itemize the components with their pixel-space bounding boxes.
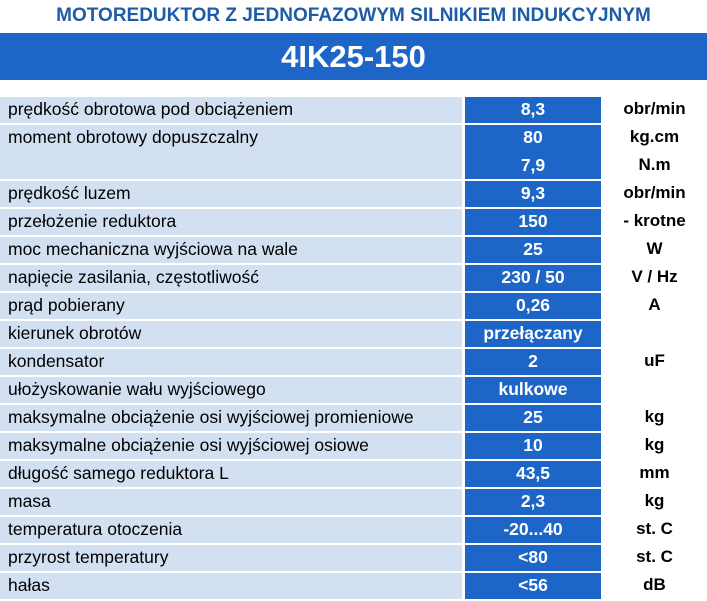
spec-label: długość samego reduktora L	[0, 459, 464, 487]
page-title: MOTOREDUKTOR Z JEDNOFAZOWYM SILNIKIEM INDUKCYJNYM	[0, 0, 707, 30]
column-divider	[462, 179, 465, 207]
spec-value: 25	[464, 235, 602, 263]
spec-value: 2	[464, 347, 602, 375]
spec-unit: st. C	[602, 515, 707, 543]
spec-label: przełożenie reduktora	[0, 207, 464, 235]
spec-label: napięcie zasilania, częstotliwość	[0, 263, 464, 291]
column-divider	[601, 179, 604, 207]
column-divider	[601, 459, 604, 487]
column-divider	[601, 291, 604, 319]
spec-row	[0, 571, 707, 599]
spec-row	[0, 403, 707, 431]
spec-value: 43,5	[464, 459, 602, 487]
column-divider	[462, 123, 465, 179]
column-divider	[601, 95, 604, 123]
column-divider	[601, 235, 604, 263]
column-divider	[462, 95, 465, 123]
spec-row	[0, 235, 707, 263]
spec-row	[0, 319, 707, 347]
column-divider	[601, 543, 604, 571]
column-divider	[601, 319, 604, 347]
spec-unit: kg	[602, 431, 707, 459]
spec-unit	[602, 375, 707, 403]
spec-row	[0, 263, 707, 291]
spec-label: masa	[0, 487, 464, 515]
spec-row	[0, 95, 707, 123]
column-divider	[462, 319, 465, 347]
spec-value: 150	[464, 207, 602, 235]
spec-value: 230 / 50	[464, 263, 602, 291]
spec-label: kierunek obrotów	[0, 319, 464, 347]
spec-row	[0, 515, 707, 543]
spec-row	[0, 459, 707, 487]
column-divider	[601, 347, 604, 375]
column-divider	[462, 291, 465, 319]
spec-label: temperatura otoczenia	[0, 515, 464, 543]
column-divider	[462, 487, 465, 515]
spec-unit: obr/min	[602, 95, 707, 123]
spec-unit: mm	[602, 459, 707, 487]
spec-unit: dB	[602, 571, 707, 599]
spec-unit: kg.cm	[602, 123, 707, 151]
spec-label: przyrost temperatury	[0, 543, 464, 571]
spec-row	[0, 123, 707, 179]
spec-value: <80	[464, 543, 602, 571]
spec-unit: A	[602, 291, 707, 319]
spec-value: 9,3	[464, 179, 602, 207]
spec-label: prędkość obrotowa pod obciążeniem	[0, 95, 464, 123]
spec-value-secondary: 7,9	[464, 151, 602, 179]
column-divider	[601, 571, 604, 599]
column-divider	[462, 459, 465, 487]
spec-label: ułożyskowanie wału wyjściowego	[0, 375, 464, 403]
spec-unit: uF	[602, 347, 707, 375]
spec-value: kulkowe	[464, 375, 602, 403]
spec-unit: kg	[602, 487, 707, 515]
spec-row	[0, 543, 707, 571]
column-divider	[462, 263, 465, 291]
spec-value: <56	[464, 571, 602, 599]
spec-value: 10	[464, 431, 602, 459]
spec-value: -20...40	[464, 515, 602, 543]
column-divider	[462, 347, 465, 375]
column-divider	[601, 375, 604, 403]
model-name: 4IK25-150	[0, 33, 707, 80]
spec-row	[0, 431, 707, 459]
spec-row	[0, 179, 707, 207]
spec-label: moc mechaniczna wyjściowa na wale	[0, 235, 464, 263]
spec-value: 25	[464, 403, 602, 431]
column-divider	[601, 403, 604, 431]
spec-unit-secondary: N.m	[602, 151, 707, 179]
spec-unit: kg	[602, 403, 707, 431]
spec-label: hałas	[0, 571, 464, 599]
spec-unit: - krotne	[602, 207, 707, 235]
spec-label: prąd pobierany	[0, 291, 464, 319]
column-divider	[462, 207, 465, 235]
spec-label: kondensator	[0, 347, 464, 375]
spec-label: maksymalne obciążenie osi wyjściowej promieniowe	[0, 403, 464, 431]
spec-row	[0, 375, 707, 403]
column-divider	[462, 431, 465, 459]
column-divider	[462, 571, 465, 599]
column-divider	[462, 515, 465, 543]
spec-unit: obr/min	[602, 179, 707, 207]
spec-value: 80	[464, 123, 602, 151]
spec-row	[0, 347, 707, 375]
spec-unit: V / Hz	[602, 263, 707, 291]
column-divider	[601, 515, 604, 543]
column-divider	[462, 403, 465, 431]
spec-unit: W	[602, 235, 707, 263]
column-divider	[601, 487, 604, 515]
spec-label: moment obrotowy dopuszczalny	[0, 123, 464, 179]
column-divider	[601, 263, 604, 291]
column-divider	[601, 123, 604, 179]
spec-row	[0, 207, 707, 235]
spec-row	[0, 487, 707, 515]
spec-value: 2,3	[464, 487, 602, 515]
column-divider	[462, 543, 465, 571]
spec-value: 8,3	[464, 95, 602, 123]
spec-label: maksymalne obciążenie osi wyjściowej osiowe	[0, 431, 464, 459]
spec-label: prędkość luzem	[0, 179, 464, 207]
spec-value: 0,26	[464, 291, 602, 319]
column-divider	[462, 235, 465, 263]
column-divider	[601, 207, 604, 235]
spec-row	[0, 291, 707, 319]
column-divider	[601, 431, 604, 459]
column-divider	[462, 375, 465, 403]
spec-value: przełączany	[464, 319, 602, 347]
spec-unit	[602, 319, 707, 347]
spec-unit: st. C	[602, 543, 707, 571]
